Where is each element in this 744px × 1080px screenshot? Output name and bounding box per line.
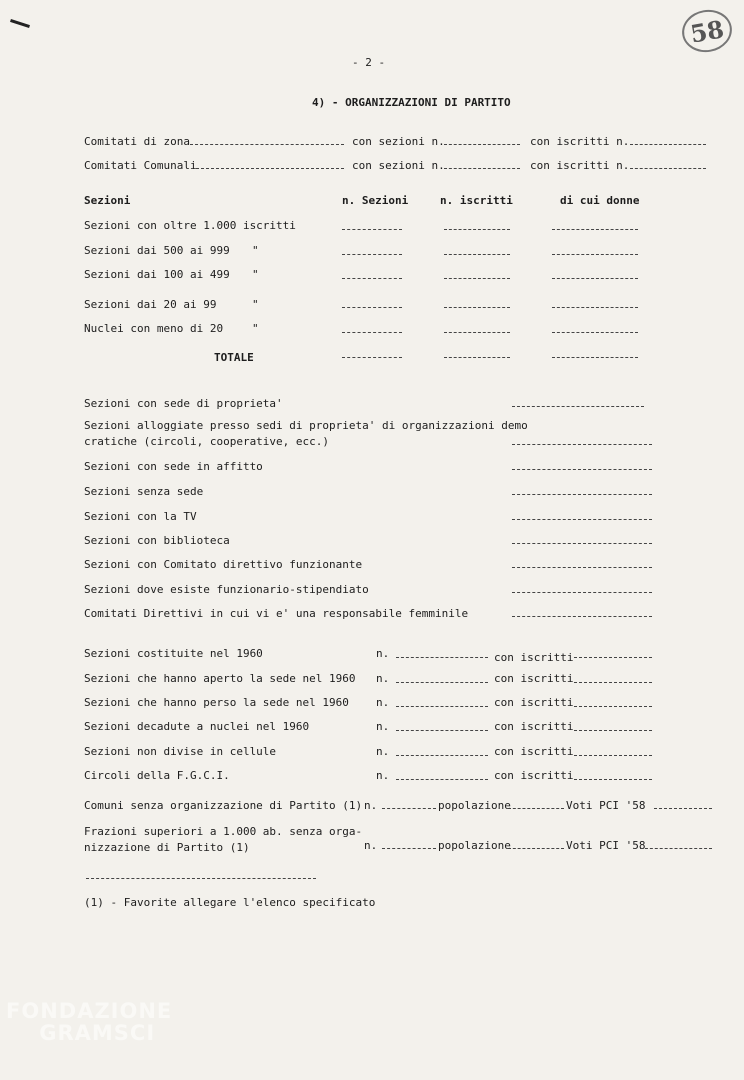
- table-row-iscritti-blank[interactable]: [444, 278, 510, 279]
- comitati-zona-iscritti-blank[interactable]: [630, 144, 706, 145]
- list2-iscritti-blank[interactable]: [574, 755, 652, 756]
- frazioni-label: Frazioni superiori a 1.000 ab. senza orga-: [84, 825, 363, 838]
- list-item-blank[interactable]: [512, 444, 652, 445]
- list-item-blank[interactable]: [512, 567, 652, 568]
- ditto-mark: ": [252, 244, 259, 257]
- watermark-line-1: FONDAZIONE: [6, 999, 173, 1023]
- table-row-donne-blank[interactable]: [552, 229, 638, 230]
- list2-iscritti-label: con iscritti: [494, 720, 574, 733]
- comuni-label: Comuni senza organizzazione di Partito (1): [84, 799, 363, 812]
- table-row-donne-blank[interactable]: [552, 254, 638, 255]
- list2-iscritti-blank[interactable]: [574, 682, 652, 683]
- table-header-n-iscritti: n. iscritti: [440, 194, 513, 207]
- watermark-line-2: GRAMSCI: [39, 1021, 156, 1045]
- list2-iscritti-label: con iscritti: [494, 769, 574, 782]
- table-header-n-sezioni: n. Sezioni: [342, 194, 409, 207]
- table-row-sezioni-blank[interactable]: [342, 278, 402, 279]
- list2-item-label: Sezioni che hanno aperto la sede nel 1960: [84, 672, 356, 685]
- comitati-zona-sezioni-blank[interactable]: [444, 144, 520, 145]
- frazioni-n-blank[interactable]: [382, 848, 436, 849]
- list2-n-blank[interactable]: [396, 657, 488, 658]
- list-item-label: Sezioni dove esiste funzionario-stipendiato: [84, 583, 369, 596]
- table-row-label: Nuclei con meno di 20: [84, 322, 224, 335]
- list2-iscritti-label: con iscritti: [494, 745, 574, 758]
- table-row-iscritti-blank[interactable]: [444, 307, 510, 308]
- list-item-label: Comitati Direttivi in cui vi e' una responsabile femminile: [84, 607, 469, 620]
- table-row-label: Sezioni con oltre 1.000 iscritti: [84, 219, 296, 232]
- comuni-n-label: n.: [364, 799, 378, 812]
- table-header-sezioni: Sezioni: [84, 194, 131, 207]
- comitati-comunali-blank[interactable]: [196, 168, 344, 169]
- list-item-label: Sezioni con Comitato direttivo funzionante: [84, 558, 363, 571]
- list2-iscritti-blank[interactable]: [574, 657, 652, 658]
- comuni-popolazione-label: popolazione: [438, 799, 511, 812]
- list2-n-blank[interactable]: [396, 755, 488, 756]
- comitati-comunali-sezioni-label: con sezioni n.: [352, 159, 445, 172]
- list2-item-label: Circoli della F.G.C.I.: [84, 769, 230, 782]
- comitati-comunali-iscritti-label: con iscritti n.: [530, 159, 630, 172]
- table-total-iscritti-blank[interactable]: [444, 357, 510, 358]
- ditto-mark: ": [252, 322, 259, 335]
- table-row-sezioni-blank[interactable]: [342, 332, 402, 333]
- list2-n-label: n.: [376, 696, 390, 709]
- section-heading: 4) - ORGANIZZAZIONI DI PARTITO: [312, 96, 511, 109]
- frazioni-voti-label: Voti PCI '58: [566, 839, 646, 852]
- footnote-separator: [86, 878, 316, 879]
- list2-n-label: n.: [376, 720, 390, 733]
- list-item-label: Sezioni con la TV: [84, 510, 197, 523]
- comitati-zona-label: Comitati di zona: [84, 135, 190, 148]
- table-row-iscritti-blank[interactable]: [444, 254, 510, 255]
- footnote: (1) - Favorite allegare l'elenco specificato: [84, 896, 376, 909]
- list2-n-label: n.: [376, 745, 390, 758]
- frazioni-n-label: n.: [364, 839, 378, 852]
- list2-iscritti-blank[interactable]: [574, 779, 652, 780]
- comitati-comunali-label: Comitati Comunali: [84, 159, 197, 172]
- list-item-label-continued: cratiche (circoli, cooperative, ecc.): [84, 435, 330, 448]
- table-row-donne-blank[interactable]: [552, 307, 638, 308]
- list2-n-label: n.: [376, 769, 390, 782]
- list2-n-label: n.: [376, 672, 390, 685]
- table-row-iscritti-blank[interactable]: [444, 229, 510, 230]
- table-row-sezioni-blank[interactable]: [342, 307, 402, 308]
- list2-item-label: Sezioni non divise in cellule: [84, 745, 277, 758]
- comitati-zona-blank[interactable]: [190, 144, 344, 145]
- list-item-blank[interactable]: [512, 592, 652, 593]
- table-row-sezioni-blank[interactable]: [342, 229, 402, 230]
- list-item-blank[interactable]: [512, 406, 644, 407]
- list-item-label: Sezioni senza sede: [84, 485, 204, 498]
- frazioni-popolazione-label: popolazione: [438, 839, 511, 852]
- frazioni-label-continued: nizzazione di Partito (1): [84, 841, 250, 854]
- list2-iscritti-label: con iscritti: [494, 651, 574, 664]
- comuni-popolazione-blank[interactable]: [508, 808, 564, 809]
- table-row-sezioni-blank[interactable]: [342, 254, 402, 255]
- list-item-label: Sezioni alloggiate presso sedi di proprieta' di organizzazioni demo: [84, 419, 528, 432]
- list2-n-blank[interactable]: [396, 779, 488, 780]
- archive-stamp: 58: [679, 6, 736, 56]
- list2-item-label: Sezioni decadute a nuclei nel 1960: [84, 720, 310, 733]
- list2-n-blank[interactable]: [396, 730, 488, 731]
- table-row-donne-blank[interactable]: [552, 332, 638, 333]
- list2-iscritti-blank[interactable]: [574, 706, 652, 707]
- table-row-label: Sezioni dai 20 ai 99: [84, 298, 217, 311]
- table-total-label: TOTALE: [214, 351, 254, 364]
- list2-item-label: Sezioni costituite nel 1960: [84, 647, 263, 660]
- page-number: - 2 -: [352, 56, 386, 69]
- comuni-n-blank[interactable]: [382, 808, 436, 809]
- table-row-iscritti-blank[interactable]: [444, 332, 510, 333]
- comitati-zona-sezioni-label: con sezioni n.: [352, 135, 445, 148]
- list2-n-blank[interactable]: [396, 706, 488, 707]
- comuni-voti-label: Voti PCI '58: [566, 799, 646, 812]
- comitati-comunali-sezioni-blank[interactable]: [444, 168, 520, 169]
- list-item-blank[interactable]: [512, 469, 652, 470]
- table-header-donne: di cui donne: [560, 194, 640, 207]
- list2-iscritti-blank[interactable]: [574, 730, 652, 731]
- ditto-mark: ": [252, 298, 259, 311]
- watermark: [6, 1000, 172, 1044]
- list-item-label: Sezioni con sede di proprieta': [84, 397, 283, 410]
- list-item-blank[interactable]: [512, 519, 652, 520]
- list2-iscritti-label: con iscritti: [494, 672, 574, 685]
- frazioni-popolazione-blank[interactable]: [508, 848, 564, 849]
- list-item-blank[interactable]: [512, 494, 652, 495]
- ditto-mark: ": [252, 268, 259, 281]
- table-total-donne-blank[interactable]: [552, 357, 638, 358]
- table-row-donne-blank[interactable]: [552, 278, 638, 279]
- frazioni-voti-blank[interactable]: [640, 848, 712, 849]
- table-total-sezioni-blank[interactable]: [342, 357, 402, 358]
- table-row-label: Sezioni dai 500 ai 999: [84, 244, 230, 257]
- comitati-comunali-iscritti-blank[interactable]: [630, 168, 706, 169]
- list-item-label: Sezioni con biblioteca: [84, 534, 230, 547]
- list-item-blank[interactable]: [512, 616, 652, 617]
- list2-n-blank[interactable]: [396, 682, 488, 683]
- corner-mark: [10, 19, 30, 28]
- comitati-zona-iscritti-label: con iscritti n.: [530, 135, 630, 148]
- list-item-label: Sezioni con sede in affitto: [84, 460, 263, 473]
- list2-iscritti-label: con iscritti: [494, 696, 574, 709]
- list2-n-label: n.: [376, 647, 390, 660]
- list2-item-label: Sezioni che hanno perso la sede nel 1960: [84, 696, 349, 709]
- comuni-voti-blank[interactable]: [654, 808, 712, 809]
- table-row-label: Sezioni dai 100 ai 499: [84, 268, 230, 281]
- list-item-blank[interactable]: [512, 543, 652, 544]
